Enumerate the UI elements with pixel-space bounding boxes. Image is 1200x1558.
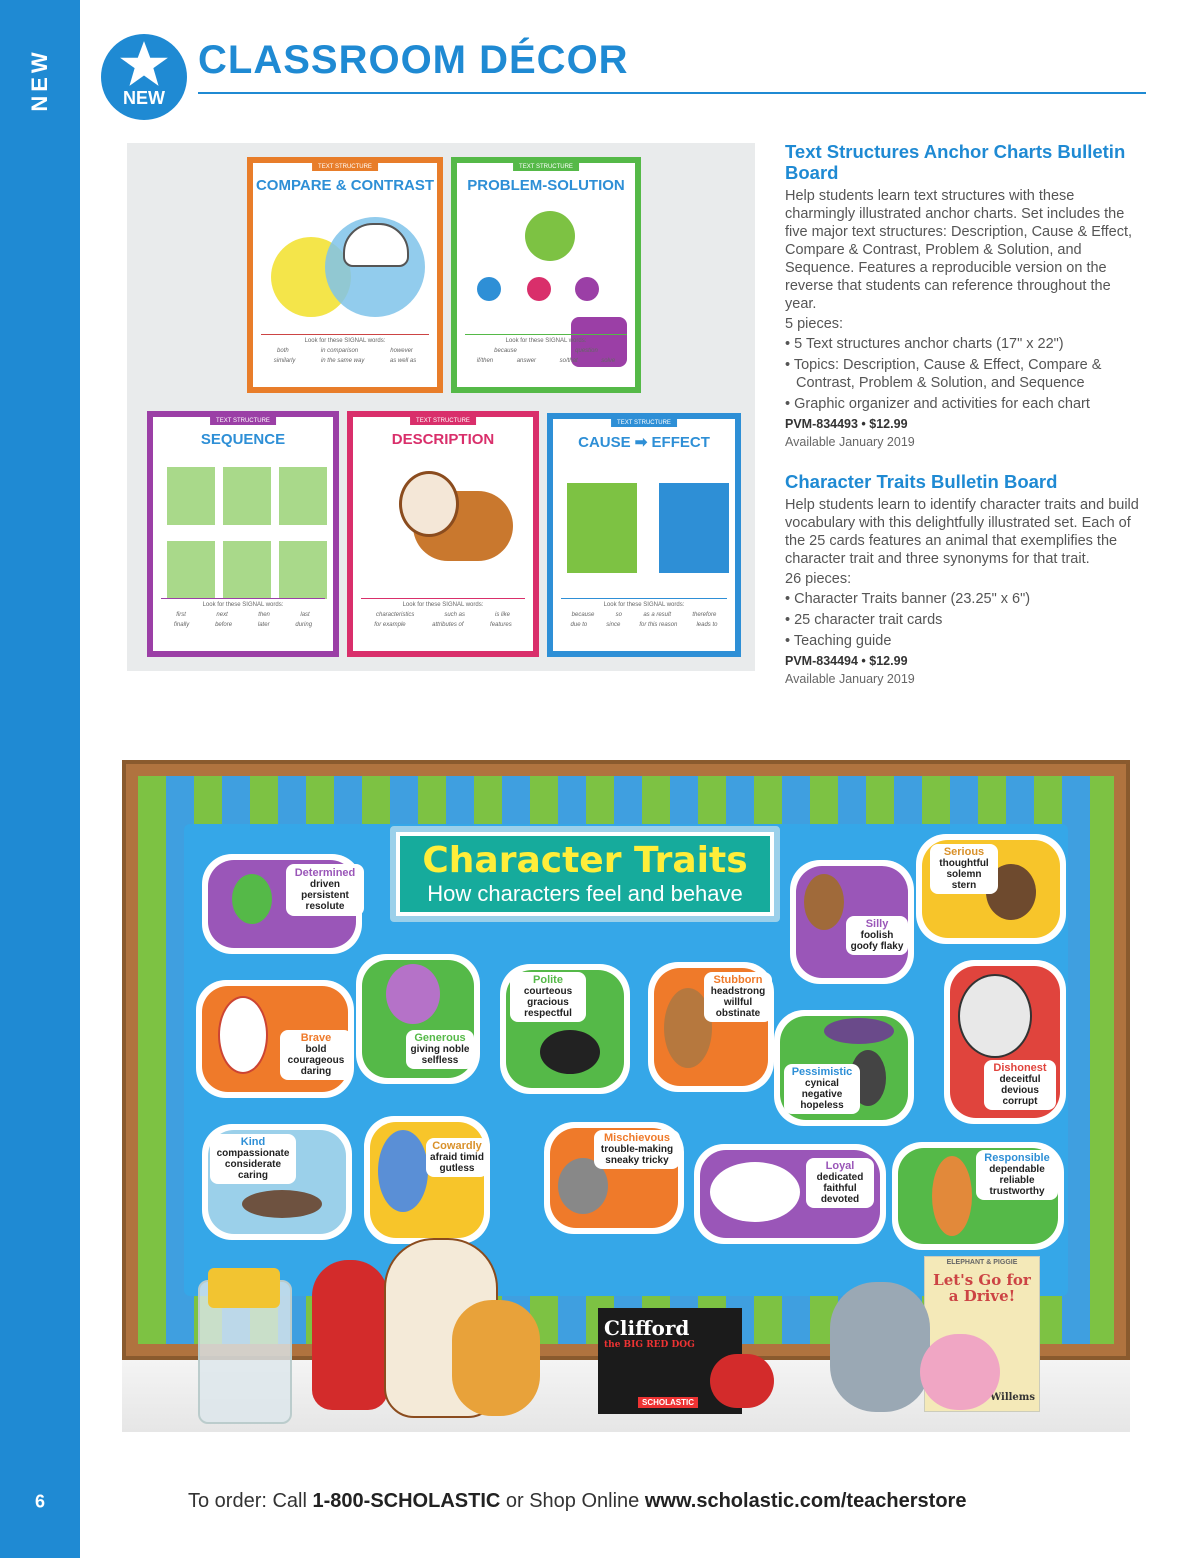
product-character-traits <box>785 471 1145 686</box>
page-title: CLASSROOM DÉCOR <box>198 38 629 82</box>
trait-name: Determined <box>294 867 356 879</box>
new-badge <box>101 34 187 120</box>
pig-plush <box>920 1334 1000 1410</box>
chart-problem-solution <box>451 157 641 393</box>
trait-synonyms: trouble-making sneaky tricky <box>600 1144 674 1166</box>
product-piece-count: 5 pieces: <box>785 316 844 332</box>
list-item: • Teaching guide <box>785 632 1145 650</box>
footer-phone: 1-800-SCHOLASTIC <box>312 1490 501 1512</box>
trait-name: Dishonest <box>993 1062 1047 1074</box>
chart-heading: CAUSE ➡ EFFECT <box>578 434 710 451</box>
book-subtitle: the BIG RED DOG <box>604 1340 695 1350</box>
banner-title: Character Traits <box>422 840 748 881</box>
product-title: Character Traits Bulletin Board <box>785 471 1058 492</box>
character-traits-banner <box>390 826 780 922</box>
chart-signal-words: Look for these SIGNAL words: because so as a result therefore due to since for this reason leads to <box>561 598 727 643</box>
clifford-plush <box>710 1354 774 1408</box>
chart-signal-words: Look for these SIGNAL words: characteristics such as is like for example attributes of features <box>361 598 525 643</box>
trait-card-serious <box>916 834 1066 944</box>
chart-heading: COMPARE & CONTRAST <box>255 177 435 194</box>
chart-description <box>347 411 539 657</box>
trait-synonyms: headstrong willful obstinate <box>710 986 766 1019</box>
product-text-structures <box>785 141 1145 449</box>
trait-card-brave <box>196 980 354 1098</box>
trait-card-determined <box>202 854 362 954</box>
product-description: Help students learn to identify character traits and build vocabulary with this delightfully illustrated set. Each of the 25 cards features an animal that exemplifies the character trait and three synonyms for that trait. <box>785 497 1139 567</box>
footer-url[interactable]: www.scholastic.com/teacherstore <box>644 1490 967 1512</box>
book-title: Clifford <box>604 1316 690 1340</box>
trait-card-dishonest <box>944 960 1066 1124</box>
trait-name: Pessimistic <box>791 1066 853 1078</box>
list-item: • 5 Text structures anchor charts (17" x 22") <box>785 335 1145 353</box>
order-footer <box>188 1490 966 1513</box>
chart-illustration <box>563 463 725 591</box>
trait-card-stubborn <box>648 962 774 1092</box>
chart-heading: DESCRIPTION <box>391 431 495 448</box>
product-title: Text Structures Anchor Charts Bulletin Board <box>785 141 1126 183</box>
list-item: • 25 character trait cards <box>785 611 1145 629</box>
chart-illustration <box>467 207 625 327</box>
list-item: • Topics: Description, Cause & Effect, Compare & Contrast, Problem & Solution, and Sequence <box>785 356 1145 392</box>
trait-name: Loyal <box>825 1160 855 1172</box>
trait-name: Generous <box>414 1032 466 1044</box>
chart-tag: TEXT STRUCTURE <box>513 163 579 171</box>
star-icon <box>118 38 170 90</box>
trait-synonyms: bold courageous daring <box>287 1044 345 1077</box>
trait-card-polite <box>500 964 630 1094</box>
trait-card-cowardly <box>364 1116 490 1244</box>
product-availability: Available January 2019 <box>785 672 915 686</box>
product-sku-price: PVM-834494 • $12.99 <box>785 654 908 668</box>
pencil-jar <box>198 1280 292 1424</box>
footer-middle: or Shop Online <box>505 1490 640 1512</box>
page-number: 6 <box>34 1491 46 1512</box>
trait-synonyms: thoughtful solemn stern <box>939 858 989 891</box>
trait-name: Brave <box>300 1032 332 1044</box>
trait-synonyms: compassionate considerate caring <box>216 1148 290 1181</box>
chart-illustration <box>363 461 523 591</box>
sidebar-new-label: NEW <box>27 48 52 112</box>
trait-synonyms: giving noble selfless <box>410 1044 470 1066</box>
chart-sequence <box>147 411 339 657</box>
trait-name: Cowardly <box>432 1140 482 1152</box>
chart-cause-effect <box>547 413 741 657</box>
trait-name: Stubborn <box>713 974 763 986</box>
chart-signal-words: Look for these SIGNAL words: because question if/then answer so/that solve <box>465 334 627 379</box>
trait-synonyms: cynical negative hopeless <box>800 1078 844 1111</box>
dog-man-plush <box>452 1300 540 1416</box>
trait-card-silly <box>790 860 914 984</box>
trait-synonyms: deceitful devious corrupt <box>999 1074 1041 1107</box>
trait-synonyms: afraid timid gutless <box>430 1152 484 1174</box>
trait-card-loyal <box>694 1144 886 1244</box>
trait-name: Mischievous <box>603 1132 671 1144</box>
product-description: Help students learn text structures with these charmingly illustrated anchor charts. Set includes the five major text structures: Description, Cause & Effect, Compare & Contrast, Problem & Solution, and Sequence. Features a reproducible version on the reverse that students can reference throughout the year. <box>785 188 1133 312</box>
red-dragon-plush <box>312 1260 388 1410</box>
list-item: • Graphic organizer and activities for each chart <box>785 395 1145 413</box>
trait-synonyms: foolish goofy flaky <box>850 930 904 952</box>
title-divider <box>198 92 1146 94</box>
trait-synonyms: courteous gracious respectful <box>523 986 573 1019</box>
chart-tag: TEXT STRUCTURE <box>410 417 476 425</box>
book-author: Willems <box>989 1392 1035 1403</box>
list-item: • Character Traits banner (23.25" x 6") <box>785 590 1145 608</box>
trait-card-generous <box>356 954 480 1084</box>
trait-synonyms: dependable reliable trustworthy <box>989 1164 1045 1197</box>
chart-tag: TEXT STRUCTURE <box>210 417 276 425</box>
footer-prefix: To order: Call <box>188 1490 307 1512</box>
chart-compare-contrast <box>247 157 443 393</box>
trait-synonyms: driven persistent resolute <box>301 879 349 912</box>
chart-heading: PROBLEM-SOLUTION <box>467 177 625 194</box>
trait-card-kind <box>202 1124 352 1240</box>
product-availability: Available January 2019 <box>785 435 915 449</box>
product-features <box>785 590 1145 650</box>
trait-name: Kind <box>240 1136 266 1148</box>
trait-synonyms: dedicated faithful devoted <box>816 1172 864 1205</box>
chart-illustration <box>263 207 427 327</box>
product-sku-price: PVM-834493 • $12.99 <box>785 417 908 431</box>
bulletin-board-photo <box>122 760 1130 1432</box>
banner-subtitle: How characters feel and behave <box>427 881 743 906</box>
trait-card-pessimistic <box>774 1010 914 1126</box>
trait-name: Polite <box>533 974 563 986</box>
product-piece-count: 26 pieces: <box>785 571 852 587</box>
trait-name: Serious <box>943 846 985 858</box>
elephant-plush <box>830 1282 930 1412</box>
chart-illustration <box>163 461 323 591</box>
book-publisher: SCHOLASTIC <box>638 1397 698 1408</box>
chart-signal-words: Look for these SIGNAL words: first next then last finally before later during <box>161 598 325 643</box>
trait-name: Responsible <box>984 1152 1050 1164</box>
trait-name: Silly <box>865 918 889 930</box>
book-title: Let's Go for a Drive! <box>933 1271 1031 1305</box>
trait-card-mischievous <box>544 1122 684 1234</box>
chart-signal-words: Look for these SIGNAL words: both in comparison however similarly in the same way as well as <box>261 334 429 379</box>
trait-card-responsible <box>892 1142 1064 1250</box>
chart-heading: SEQUENCE <box>200 431 286 448</box>
chart-tag: TEXT STRUCTURE <box>611 419 677 427</box>
sidebar <box>0 0 80 1558</box>
product-features <box>785 335 1145 413</box>
book-series: ELEPHANT & PIGGIE <box>946 1259 1018 1266</box>
badge-label: NEW <box>123 88 165 108</box>
chart-tag: TEXT STRUCTURE <box>312 163 378 171</box>
anchor-charts-photo <box>127 143 755 671</box>
